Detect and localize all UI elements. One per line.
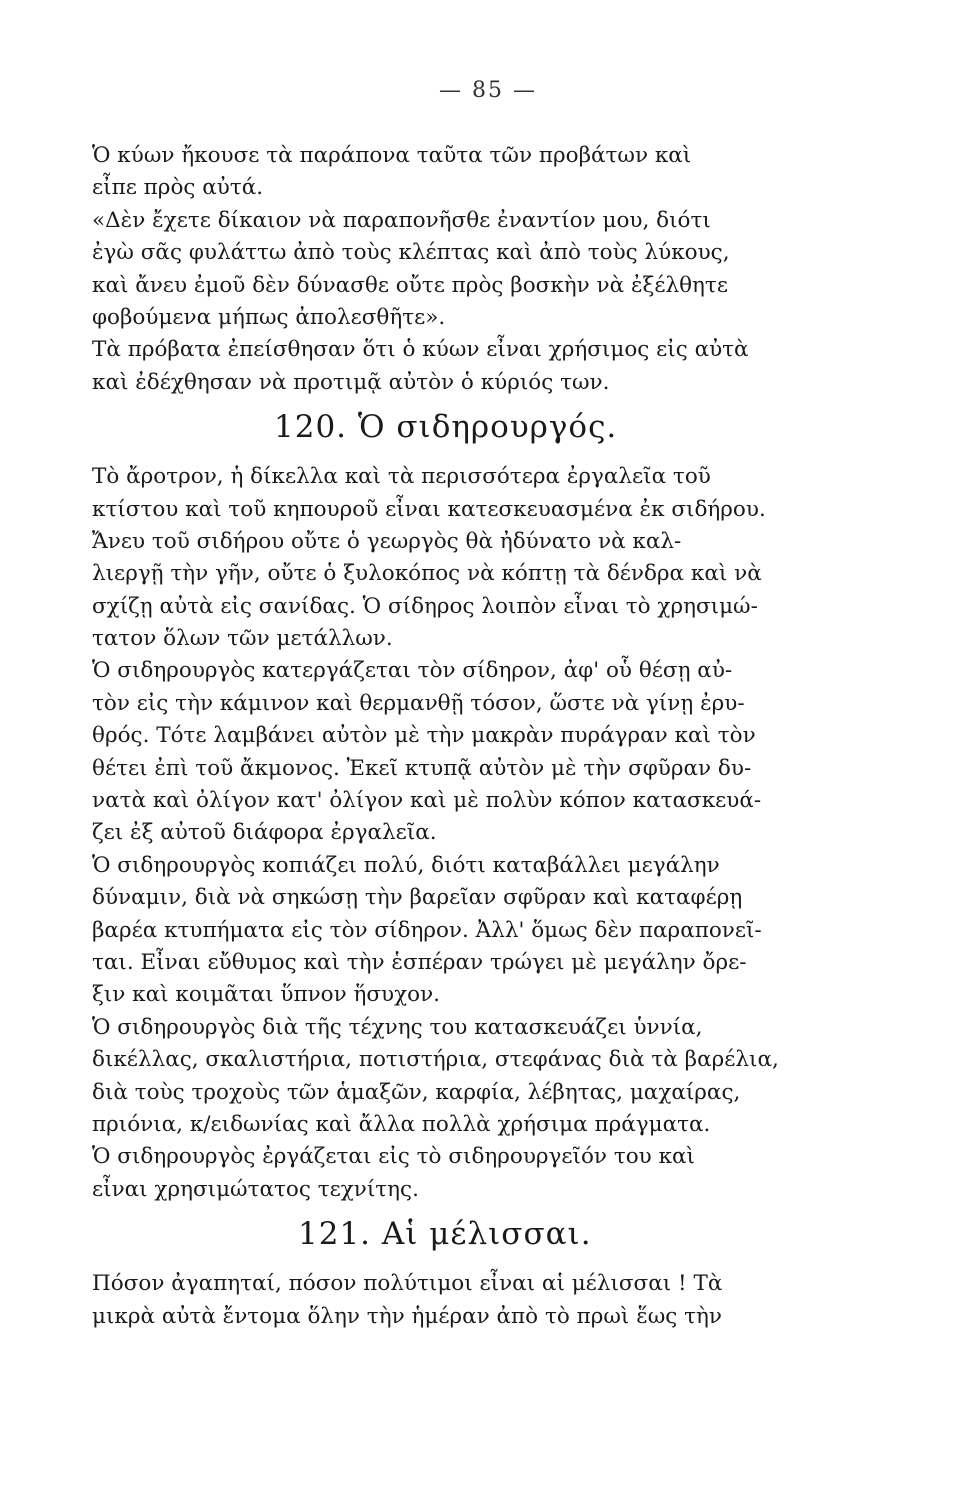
text-line: τὸν εἰς τὴν κάμινον καὶ θερμανθῇ τόσον, ὥστε νὰ γίνῃ ἐρυ- bbox=[92, 690, 745, 716]
text-line: Ὁ σιδηρουργὸς κοπιάζει πολύ, διότι καταβάλλει μεγάλην bbox=[92, 852, 720, 878]
text-line: τατον ὅλων τῶν μετάλλων. bbox=[92, 626, 393, 652]
text-line: Πόσον ἀγαπηταί, πόσον πολύτιμοι εἶναι αἱ μέλισσαι ! Τὰ bbox=[92, 1271, 723, 1297]
text-line: μικρὰ αὐτὰ ἔντομα ὅλην τὴν ἡμέραν ἀπὸ τὸ πρωὶ ἕως τὴν bbox=[92, 1303, 722, 1329]
section-heading-121: 121. Αἱ μέλισσαι. bbox=[298, 1216, 592, 1253]
text-line: Ἄνευ τοῦ σιδήρου οὔτε ὁ γεωργὸς θὰ ἠδύνατο νὰ καλ- bbox=[92, 528, 682, 554]
text-line: φοβούμενα μήπως ἀπολεσθῆτε». bbox=[92, 304, 446, 330]
section-120-text bbox=[92, 461, 880, 1206]
text-line: κτίστου καὶ τοῦ κηπουροῦ εἶναι κατεσκευασμένα ἐκ σιδήρου. bbox=[92, 496, 766, 522]
text-line: λιεργῇ τὴν γῆν, οὔτε ὁ ξυλοκόπος νὰ κόπτῃ τὰ δένδρα καὶ νὰ bbox=[92, 561, 762, 587]
text-line: Ὁ σιδηρουργὸς ἐργάζεται εἰς τὸ σιδηρουργεῖόν του καὶ bbox=[92, 1144, 695, 1170]
text-line: σχίζῃ αὐτὰ εἰς σανίδας. Ὁ σίδηρος λοιπὸν εἶναι τὸ χρησιμώ- bbox=[92, 593, 758, 619]
section-121-text bbox=[92, 1268, 880, 1333]
text-line: καὶ ἄνευ ἐμοῦ δὲν δύνασθε οὔτε πρὸς βοσκὴν νὰ ἐξέλθητε bbox=[92, 272, 728, 298]
text-line: νατὰ καὶ ὀλίγον κατ' ὀλίγον καὶ μὲ πολὺν κόπον κατασκευά- bbox=[92, 788, 762, 814]
text-line: καὶ ἐδέχθησαν νὰ προτιμᾷ αὐτὸν ὁ κύριός των. bbox=[92, 369, 610, 395]
text-line: βαρέα κτυπήματα εἰς τὸν σίδηρον. Ἀλλ' ὅμως δὲν παραπονεῖ- bbox=[92, 917, 762, 943]
text-line: πριόνια, κ/ειδωνίας καὶ ἄλλα πολλὰ χρήσιμα πράγματα. bbox=[92, 1111, 711, 1137]
page-body bbox=[92, 140, 880, 1333]
text-line: εἶπε πρὸς αὐτά. bbox=[92, 175, 264, 201]
text-line: ζει ἐξ αὐτοῦ διάφορα ἐργαλεῖα. bbox=[92, 820, 437, 846]
text-line: ἐγὼ σᾶς φυλάττω ἀπὸ τοὺς κλέπτας καὶ ἀπὸ τοὺς λύκους, bbox=[92, 240, 730, 266]
text-line: «Δὲν ἔχετε δίκαιον νὰ παραπονῆσθε ἐναντίον μου, διότι bbox=[92, 207, 711, 233]
text-line: Τὸ ἄροτρον, ἡ δίκελλα καὶ τὰ περισσότερα ἐργαλεῖα τοῦ bbox=[92, 464, 711, 490]
story-ending bbox=[92, 140, 880, 399]
section-heading-120: 120. Ὁ σιδηρουργός. bbox=[274, 409, 618, 446]
text-line: Τὰ πρόβατα ἐπείσθησαν ὅτι ὁ κύων εἶναι χρήσιμος εἰς αὐτὰ bbox=[92, 337, 749, 363]
text-line: θρός. Τότε λαμβάνει αὐτὸν μὲ τὴν μακρὰν πυράγραν καὶ τὸν bbox=[92, 723, 756, 749]
text-line: Ὁ σιδηρουργὸς κατεργάζεται τὸν σίδηρον, ἀφ' οὗ θέσῃ αὐ- bbox=[92, 658, 733, 684]
text-line: δικέλλας, σκαλιστήρια, ποτιστήρια, στεφάνας διὰ τὰ βαρέλια, bbox=[92, 1047, 779, 1073]
text-line: διὰ τοὺς τροχοὺς τῶν ἁμαξῶν, καρφία, λέβητας, μαχαίρας, bbox=[92, 1079, 741, 1105]
text-line: δύναμιν, διὰ νὰ σηκώσῃ τὴν βαρεῖαν σφῦραν καὶ καταφέρῃ bbox=[92, 885, 743, 911]
text-line: θέτει ἐπὶ τοῦ ἄκμονος. Ἐκεῖ κτυπᾷ αὐτὸν μὲ τὴν σφῦραν δυ- bbox=[92, 755, 752, 781]
page-number: — 85 — bbox=[439, 78, 537, 103]
text-line: Ὁ κύων ἤκουσε τὰ παράπονα ταῦτα τῶν προβάτων καὶ bbox=[92, 143, 692, 168]
text-line: εἶναι χρησιμώτατος τεχνίτης. bbox=[92, 1176, 419, 1202]
text-line: ται. Εἶναι εὔθυμος καὶ τὴν ἑσπέραν τρώγει μὲ μεγάλην ὄρε- bbox=[92, 949, 747, 975]
text-line: ξιν καὶ κοιμᾶται ὕπνον ἥσυχον. bbox=[92, 982, 440, 1008]
text-line: Ὁ σιδηρουργὸς διὰ τῆς τέχνης του κατασκευάζει ὑννία, bbox=[92, 1014, 703, 1040]
